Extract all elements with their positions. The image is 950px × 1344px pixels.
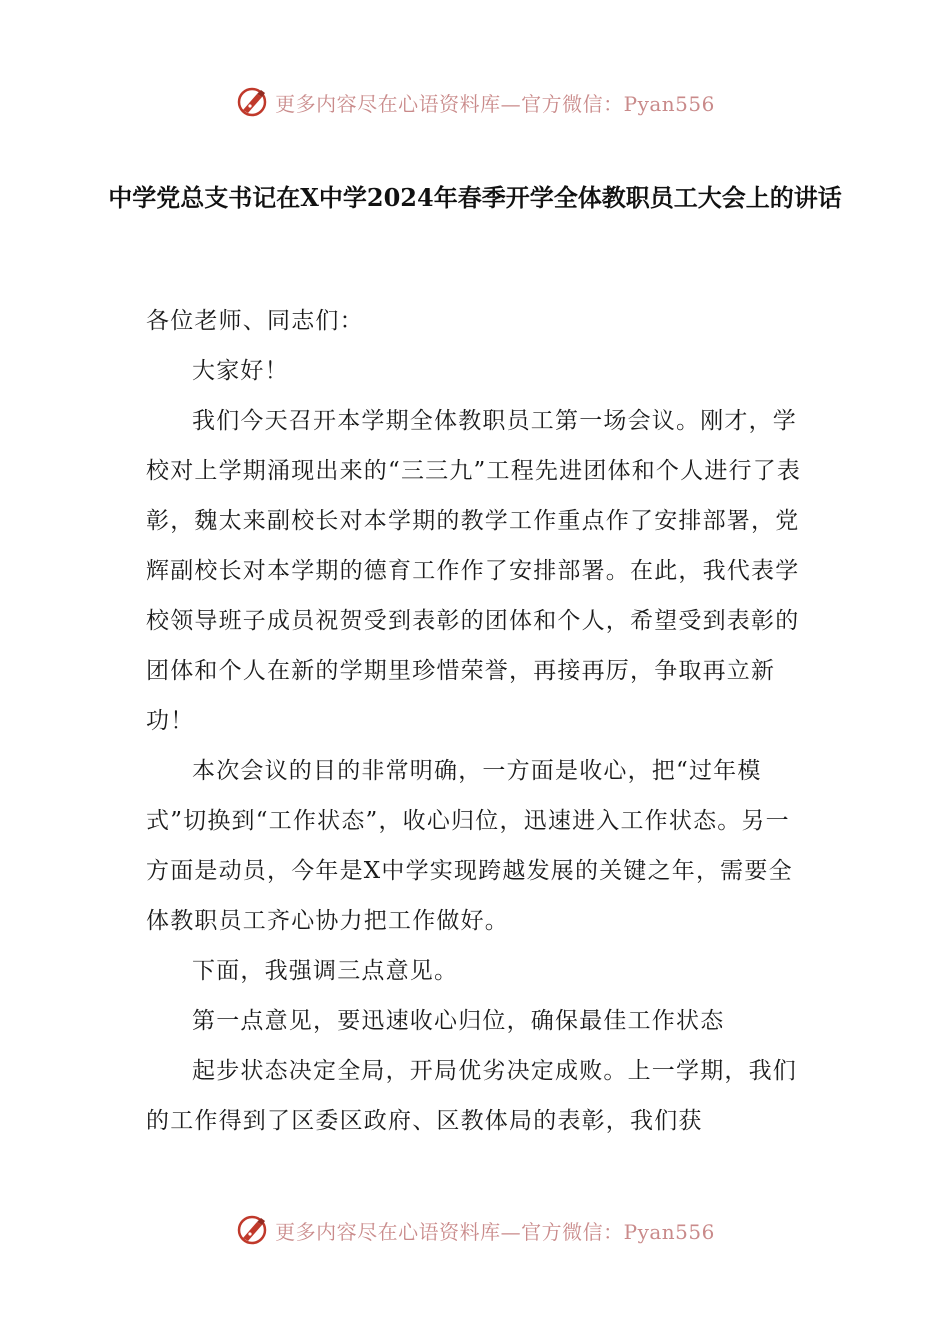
paragraph: 我们今天召开本学期全体教职员工第一场会议。刚才，学校对上学期涌现出来的“三三九”工程先进团体和个人进行了表彰，魏太来副校长对本学期的教学工作重点作了安排部署，党辉副校长对本学期的德育工作作了安排部署。在此，我代表学校领导班子成员祝贺受到表彰的团体和个人，希望受到表彰的团体和个人在新的学期里珍惜荣誉，再接再厉，争取再立新功！ <box>146 408 802 734</box>
paragraph: 本次会议的目的非常明确，一方面是收心，把“过年模式”切换到“工作状态”，收心归位，迅速进入工作状态。另一方面是动员，今年是X中学实现跨越发展的关键之年，需要全体教职员工齐心协力把工作做好。 <box>146 758 793 934</box>
pen-nib-logo-icon <box>235 84 271 120</box>
header-watermark-banner <box>0 82 950 122</box>
paragraph: 起步状态决定全局，开局优劣决定成败。上一学期，我们的工作得到了区委区政府、区教体局的表彰，我们获 <box>146 1058 797 1134</box>
salutation: 各位老师、同志们： <box>146 308 364 334</box>
paragraph: 下面，我强调三点意见。 <box>192 958 459 984</box>
watermark-text: 更多内容尽在心语资料库—官方微信：Pyan556 <box>275 91 715 116</box>
document-title: 中学党总支书记在X中学2024年春季开学全体教职员工大会上的讲话 <box>108 183 842 212</box>
paragraph: 大家好！ <box>192 358 289 384</box>
footer-watermark-banner <box>0 1210 950 1250</box>
section-heading: 第一点意见，要迅速收心归位，确保最佳工作状态 <box>192 1008 725 1034</box>
document-body <box>146 296 806 1146</box>
pen-nib-logo-icon <box>235 1212 271 1248</box>
watermark-text: 更多内容尽在心语资料库—官方微信：Pyan556 <box>275 1219 715 1244</box>
